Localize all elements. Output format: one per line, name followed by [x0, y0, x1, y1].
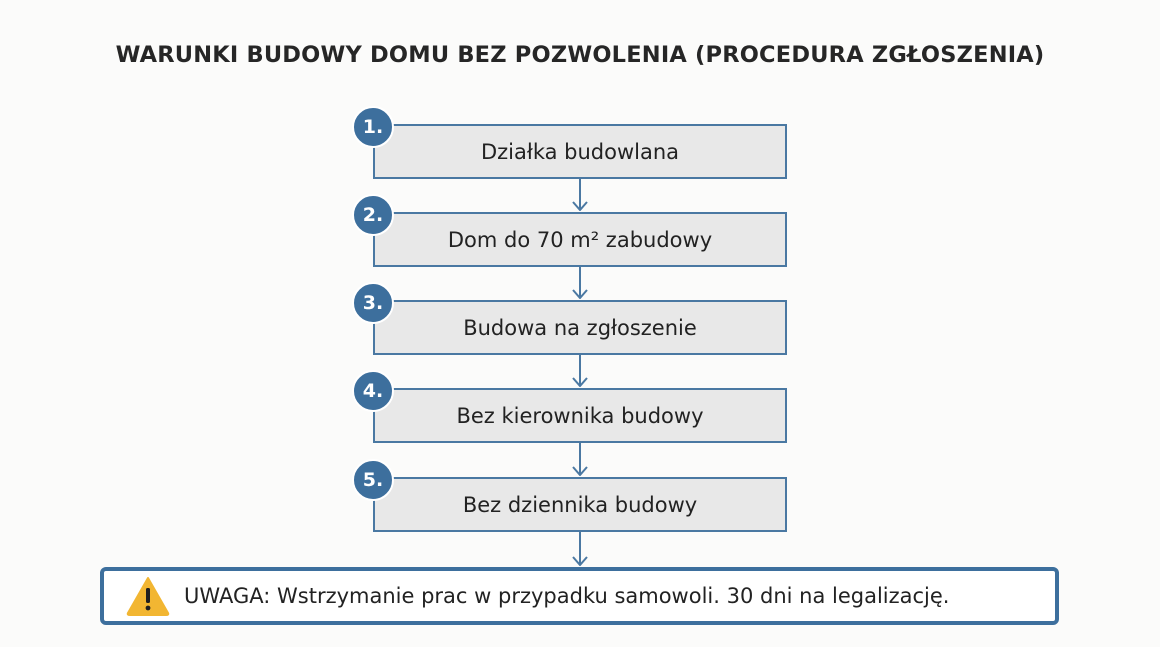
step-number-badge-3: 3. — [352, 282, 394, 324]
step-label: Dom do 70 m² zabudowy — [447, 227, 713, 252]
step-label: Działka budowlana — [480, 139, 680, 164]
arrowhead-icon — [572, 466, 588, 476]
warning-box — [100, 567, 1059, 625]
diagram-title: WARUNKI BUDOWY DOMU BEZ POZWOLENIA (PROCEDURA ZGŁOSZENIA) — [115, 42, 1045, 68]
step-box-1 — [373, 124, 787, 179]
step-box-3 — [373, 300, 787, 355]
step-number-badge-5: 5. — [352, 459, 394, 501]
warning-triangle-icon — [126, 576, 170, 616]
arrowhead-icon — [572, 377, 588, 387]
step-label: Budowa na zgłoszenie — [463, 315, 697, 340]
step-label: Bez kierownika budowy — [456, 403, 704, 428]
arrowhead-icon — [572, 201, 588, 211]
step-box-2 — [373, 212, 787, 267]
arrowhead-icon — [572, 289, 588, 299]
arrowhead-icon — [572, 556, 588, 566]
step-number-badge-2: 2. — [352, 194, 394, 236]
step-number-badge-1: 1. — [352, 106, 394, 148]
step-box-5 — [373, 477, 787, 532]
step-box-4 — [373, 388, 787, 443]
warning-text: UWAGA: Wstrzymanie prac w przypadku samowoli. 30 dni na legalizację. — [184, 584, 950, 608]
step-number-badge-4: 4. — [352, 370, 394, 412]
step-label: Bez dziennika budowy — [462, 492, 698, 517]
